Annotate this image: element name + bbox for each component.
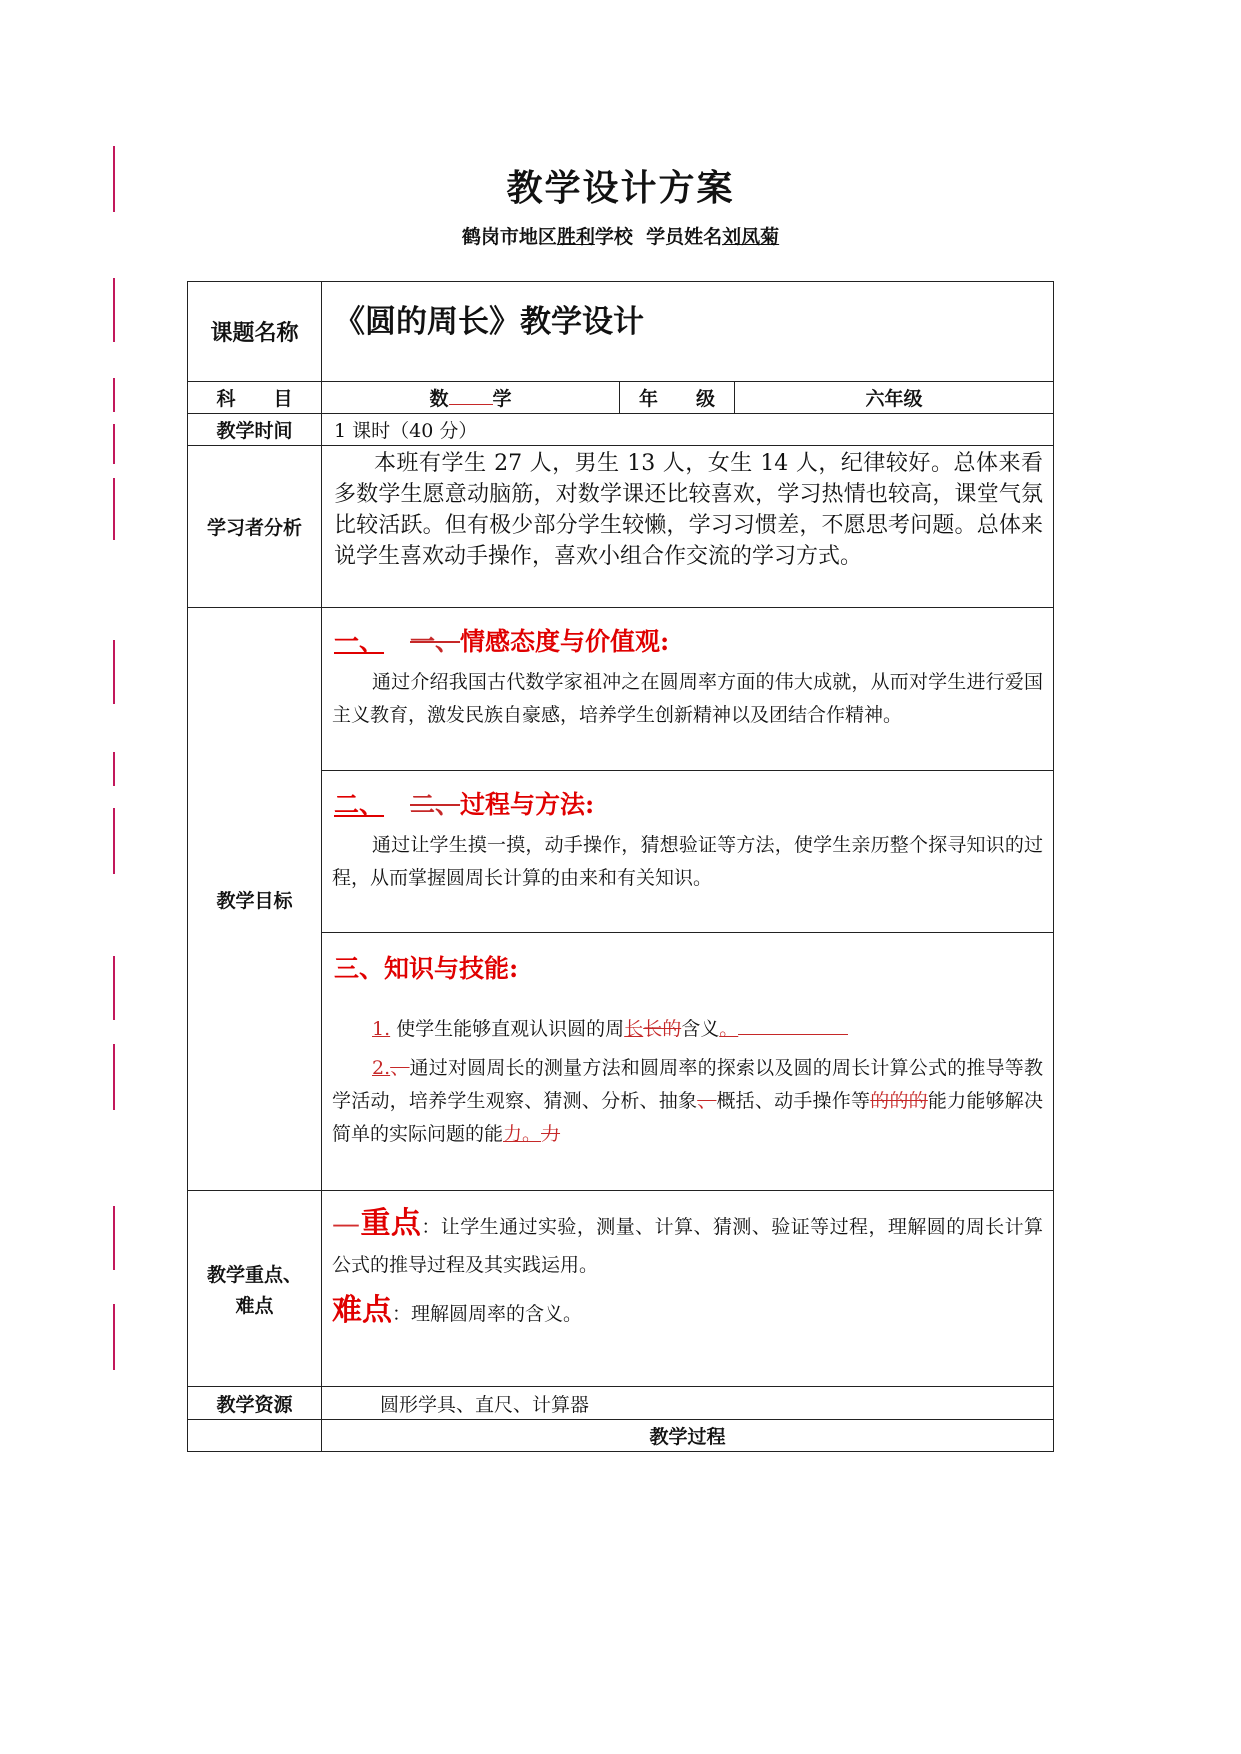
revision-mark — [113, 278, 115, 342]
key-point-text: ：让学生通过实验，测量、计算、猜测、验证等过程，理解圆的周长计算公式的推导过程及其实践运用。 — [332, 1216, 1044, 1276]
revision-mark — [113, 808, 115, 874]
goal-2-deleted-number: 二、 — [410, 790, 461, 819]
resources-row — [188, 1387, 1054, 1420]
revision-mark — [113, 1304, 115, 1370]
inserted-period: 。 — [719, 1018, 739, 1040]
topic-label: 课题名称 — [188, 282, 322, 382]
page-title: 教学设计方案 — [506, 168, 735, 209]
resources-label: 教学资源 — [188, 1387, 322, 1420]
goal-1-number: 一、 — [334, 627, 385, 656]
revision-mark — [113, 956, 115, 1020]
lesson-plan-table — [187, 281, 1054, 1452]
keypoints-label-line-1: 教学重点、 — [206, 1263, 302, 1286]
goal-2-number: 二、 — [334, 790, 385, 819]
goal-3-item-1-number: 1. — [372, 1018, 391, 1040]
topic-row — [188, 282, 1054, 382]
topic-value: 《圆的周长》教学设计 — [334, 304, 644, 340]
learner-row — [188, 446, 1054, 608]
keypoints-row — [188, 1191, 1054, 1387]
key-point-title: 重点 — [360, 1206, 422, 1241]
region-text: 鹤岗市地区 — [461, 226, 557, 248]
subtitle-middle: 学校 学员姓名 — [594, 226, 723, 248]
time-label: 教学时间 — [188, 414, 322, 446]
process-empty-cell — [188, 1420, 322, 1452]
subject-row — [188, 382, 1054, 414]
grade-value: 六年级 — [735, 382, 1054, 414]
goal-1-title: 情感态度与价值观: — [460, 627, 670, 656]
goal-3-item-2-number: 2. — [372, 1057, 391, 1079]
subject-blank — [449, 386, 493, 405]
revision-mark — [113, 1044, 115, 1110]
revision-mark — [113, 478, 115, 540]
revision-mark — [113, 378, 115, 412]
goal-1-row — [188, 608, 1054, 771]
page-subtitle — [0, 222, 1241, 249]
inserted-dash: — — [332, 1207, 360, 1240]
process-row — [188, 1420, 1054, 1452]
subject-label: 科 目 — [188, 382, 322, 414]
goal-3-item-2-text-3: 能力能够解决简单的实际问题的能 — [332, 1090, 1043, 1145]
subject-value — [322, 382, 620, 414]
difficult-point-title: 难点 — [332, 1293, 392, 1328]
inserted-blank-line — [738, 1018, 848, 1035]
revision-mark — [113, 1206, 115, 1270]
deleted-text: 的的的 — [870, 1090, 928, 1112]
subject-char-1: 数 — [429, 388, 449, 410]
goal-3-heading: 三、知识与技能: — [334, 954, 519, 983]
deleted-text: 力 — [541, 1123, 561, 1145]
deleted-text: 长的 — [643, 1018, 682, 1040]
subject-char-2: 学 — [492, 388, 512, 410]
goal-3-item-2-text-2: 概括、动手操作等 — [716, 1090, 871, 1112]
deleted-text: 、 — [697, 1090, 717, 1112]
keypoints-label-line-2: 难点 — [235, 1294, 274, 1317]
difficult-point — [322, 1294, 1053, 1331]
goal-3-item-1-text-end: 含义 — [681, 1018, 720, 1040]
grade-label: 年 级 — [620, 382, 735, 414]
goal-3-item-1-text: 使学生能够直观认识圆的周 — [390, 1018, 625, 1040]
inserted-text: 力。 — [503, 1123, 542, 1145]
revision-mark — [113, 752, 115, 786]
goals-label: 教学目标 — [188, 608, 322, 1191]
teacher-name: 刘凤菊 — [722, 226, 780, 248]
goal-1-text: 通过介绍我国古代数学家祖冲之在圆周率方面的伟大成就，从而对学生进行爱国主义教育，激发民族自豪感，培养学生创新精神以及团结合作精神。 — [332, 671, 1044, 726]
goal-2-text: 通过让学生摸一摸，动手操作，猜想验证等方法，使学生亲历整个探寻知识的过程，从而掌握圆周长计算的由来和有关知识。 — [332, 834, 1044, 889]
goal-3-item-1 — [322, 1013, 1053, 1046]
goal-2-heading — [322, 771, 1053, 829]
learner-label: 学习者分析 — [188, 446, 322, 608]
time-row — [188, 414, 1054, 446]
goal-1-heading — [322, 608, 1053, 666]
difficult-point-text: ：理解圆周率的含义。 — [392, 1303, 583, 1325]
goal-3-item-2 — [322, 1052, 1053, 1151]
time-value: 1 课时（40 分） — [322, 414, 1054, 446]
keypoints-label — [188, 1191, 322, 1387]
learner-text: 本班有学生 27 人，男生 13 人，女生 14 人，纪律较好。总体来看多数学生愿意动脑筋，对数学课还比较喜欢，学习热情也较高，课堂气氛比较活跃。但有极少部分学生较懒，学习习惯差，不愿思考问题。总体来说学生喜欢动手操作，喜欢小组合作交流的学习方式。 — [334, 451, 1044, 569]
deleted-text: 、 — [390, 1057, 410, 1079]
revision-mark — [113, 640, 115, 704]
inserted-text: 长 — [624, 1018, 644, 1040]
key-point — [322, 1205, 1053, 1284]
resources-value: 圆形学具、直尺、计算器 — [322, 1387, 1054, 1420]
process-label: 教学过程 — [322, 1420, 1054, 1452]
goal-3-item-2-text: 通过对圆周长的测量方法和圆周率的探索以及圆的周长计算公式的推导等教学活动，培养学生观察、猜测、分析、抽象 — [332, 1057, 1044, 1112]
school-name: 胜利 — [556, 226, 595, 248]
goal-2-title: 过程与方法: — [460, 790, 595, 819]
revision-mark — [113, 424, 115, 464]
goal-1-deleted-number: 一、 — [410, 627, 461, 656]
